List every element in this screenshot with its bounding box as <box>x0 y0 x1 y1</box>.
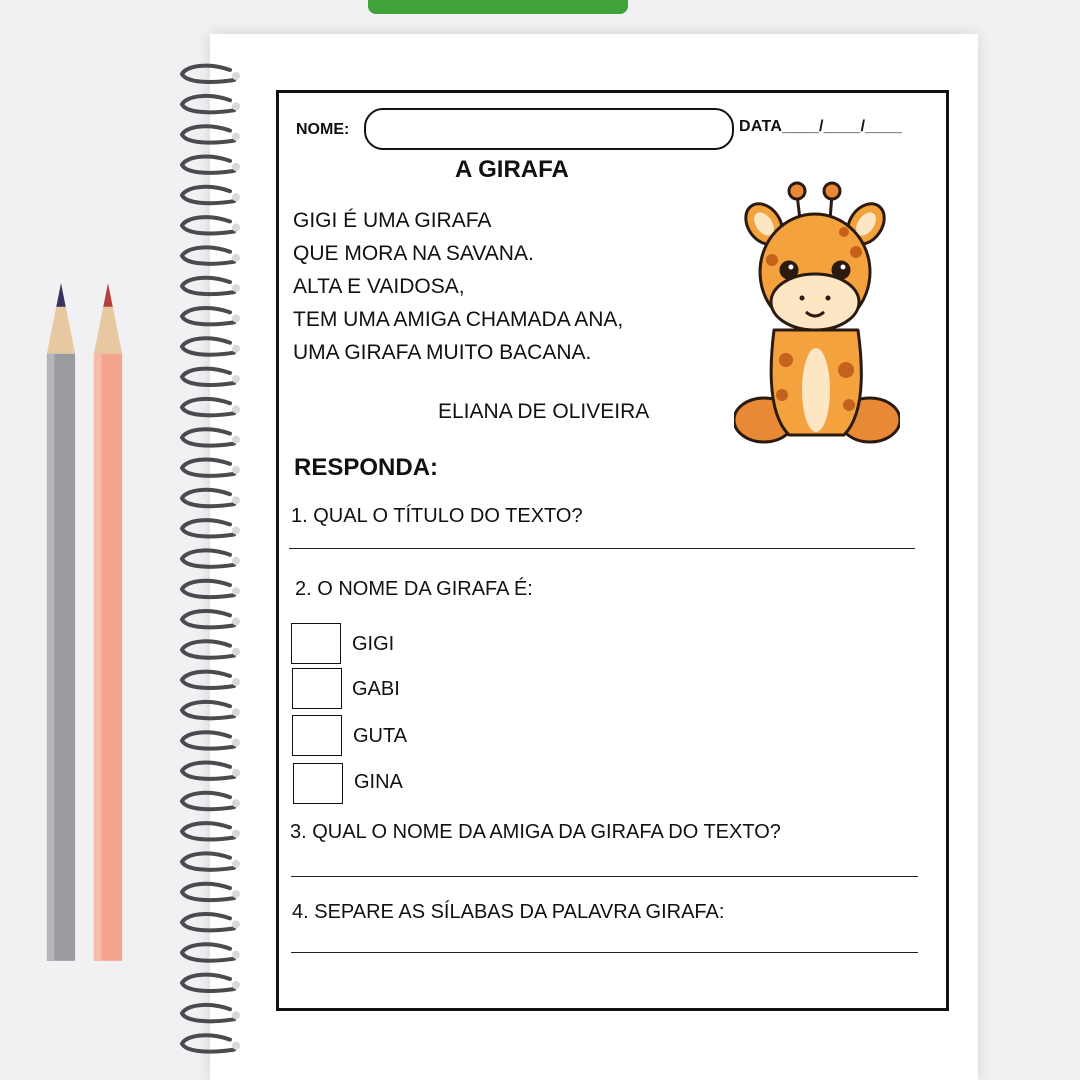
spiral-coil <box>182 1035 234 1051</box>
spiral-coil <box>182 217 234 233</box>
exercise-heading: RESPONDA: <box>294 454 439 481</box>
spiral-hole <box>232 133 240 141</box>
spiral-hole <box>232 678 240 686</box>
spiral-hole <box>232 1011 240 1019</box>
spiral-hole <box>232 1042 240 1050</box>
name-label: NOME: <box>296 121 350 138</box>
spiral-binding <box>168 60 248 1060</box>
option-label: GUTA <box>353 725 408 747</box>
spiral-hole <box>232 587 240 595</box>
spiral-hole <box>232 254 240 262</box>
spiral-hole <box>232 830 240 838</box>
story-line: UMA GIRAFA MUITO BACANA. <box>293 341 592 364</box>
option-label: GIGI <box>352 633 395 655</box>
story-author: ELIANA DE OLIVEIRA <box>438 400 650 423</box>
spiral-coil <box>182 429 234 445</box>
spiral-hole <box>232 617 240 625</box>
option-checkbox-gina[interactable] <box>293 763 343 804</box>
spiral-coil <box>182 278 234 294</box>
spiral-coil <box>182 550 234 566</box>
story-line: TEM UMA AMIGA CHAMADA ANA, <box>293 308 624 331</box>
option-checkbox-guta[interactable] <box>292 715 342 756</box>
pink-pencil-icon <box>92 262 124 982</box>
spiral-coil <box>182 126 234 142</box>
option-label: GABI <box>352 678 400 700</box>
spiral-hole <box>232 224 240 232</box>
spiral-hole <box>232 345 240 353</box>
option-checkbox-gabi[interactable] <box>292 668 342 709</box>
spiral-coil <box>182 308 234 324</box>
spiral-hole <box>232 102 240 110</box>
spiral-coil <box>182 641 234 657</box>
spiral-coil <box>182 460 234 476</box>
question-2: 2. O NOME DA GIRAFA É: <box>295 578 533 600</box>
spiral-coil <box>182 490 234 506</box>
spiral-coil <box>182 247 234 263</box>
spiral-hole <box>232 193 240 201</box>
spiral-coil <box>182 884 234 900</box>
name-field[interactable] <box>364 108 734 150</box>
option-label: GINA <box>354 771 403 793</box>
answer-line-4[interactable] <box>291 952 918 953</box>
spiral-hole <box>232 708 240 716</box>
spiral-coil <box>182 187 234 203</box>
spiral-hole <box>232 436 240 444</box>
spiral-coil <box>182 157 234 173</box>
option-checkbox-gigi[interactable] <box>291 623 341 664</box>
spiral-coil <box>182 672 234 688</box>
date-field[interactable]: DATA____/____/____ <box>739 118 903 135</box>
spiral-hole <box>232 284 240 292</box>
question-3: 3. QUAL O NOME DA AMIGA DA GIRAFA DO TEXTO? <box>290 821 781 843</box>
spiral-coil <box>182 944 234 960</box>
spiral-hole <box>232 648 240 656</box>
story-text <box>293 204 623 369</box>
story-line: GIGI É UMA GIRAFA <box>293 209 492 232</box>
spiral-coil <box>182 702 234 718</box>
spiral-coil <box>182 369 234 385</box>
spiral-hole <box>232 527 240 535</box>
question-4: 4. SEPARE AS SÍLABAS DA PALAVRA GIRAFA: <box>292 901 725 923</box>
spiral-coil <box>182 914 234 930</box>
spiral-coil <box>182 66 234 82</box>
spiral-coil <box>182 1005 234 1021</box>
spiral-hole <box>232 981 240 989</box>
spiral-hole <box>232 890 240 898</box>
spiral-hole <box>232 163 240 171</box>
giraffe-cartoon-icon <box>734 180 900 446</box>
spiral-coil <box>182 96 234 112</box>
spiral-hole <box>232 466 240 474</box>
spiral-hole <box>232 769 240 777</box>
question-1: 1. QUAL O TÍTULO DO TEXTO? <box>291 505 583 527</box>
spiral-coil <box>182 975 234 991</box>
story-line: ALTA E VAIDOSA, <box>293 275 465 298</box>
spiral-coil <box>182 793 234 809</box>
spiral-coil <box>182 763 234 779</box>
story-title: A GIRAFA <box>455 156 569 183</box>
answer-line-3[interactable] <box>291 876 918 877</box>
spiral-coil <box>182 338 234 354</box>
spiral-hole <box>232 405 240 413</box>
spiral-hole <box>232 739 240 747</box>
spiral-hole <box>232 920 240 928</box>
spiral-coil <box>182 611 234 627</box>
spiral-coil <box>182 399 234 415</box>
spiral-hole <box>232 72 240 80</box>
spiral-coil <box>182 853 234 869</box>
spiral-hole <box>232 557 240 565</box>
spiral-coil <box>182 823 234 839</box>
spiral-hole <box>232 375 240 383</box>
story-line: QUE MORA NA SAVANA. <box>293 242 534 265</box>
spiral-coil <box>182 581 234 597</box>
spiral-hole <box>232 860 240 868</box>
spiral-coil <box>182 732 234 748</box>
green-pencil-decoration <box>368 0 628 14</box>
gray-pencil-icon <box>45 262 77 982</box>
answer-line-1[interactable] <box>289 548 915 549</box>
spiral-hole <box>232 799 240 807</box>
spiral-hole <box>232 496 240 504</box>
spiral-hole <box>232 314 240 322</box>
spiral-hole <box>232 951 240 959</box>
spiral-coil <box>182 520 234 536</box>
